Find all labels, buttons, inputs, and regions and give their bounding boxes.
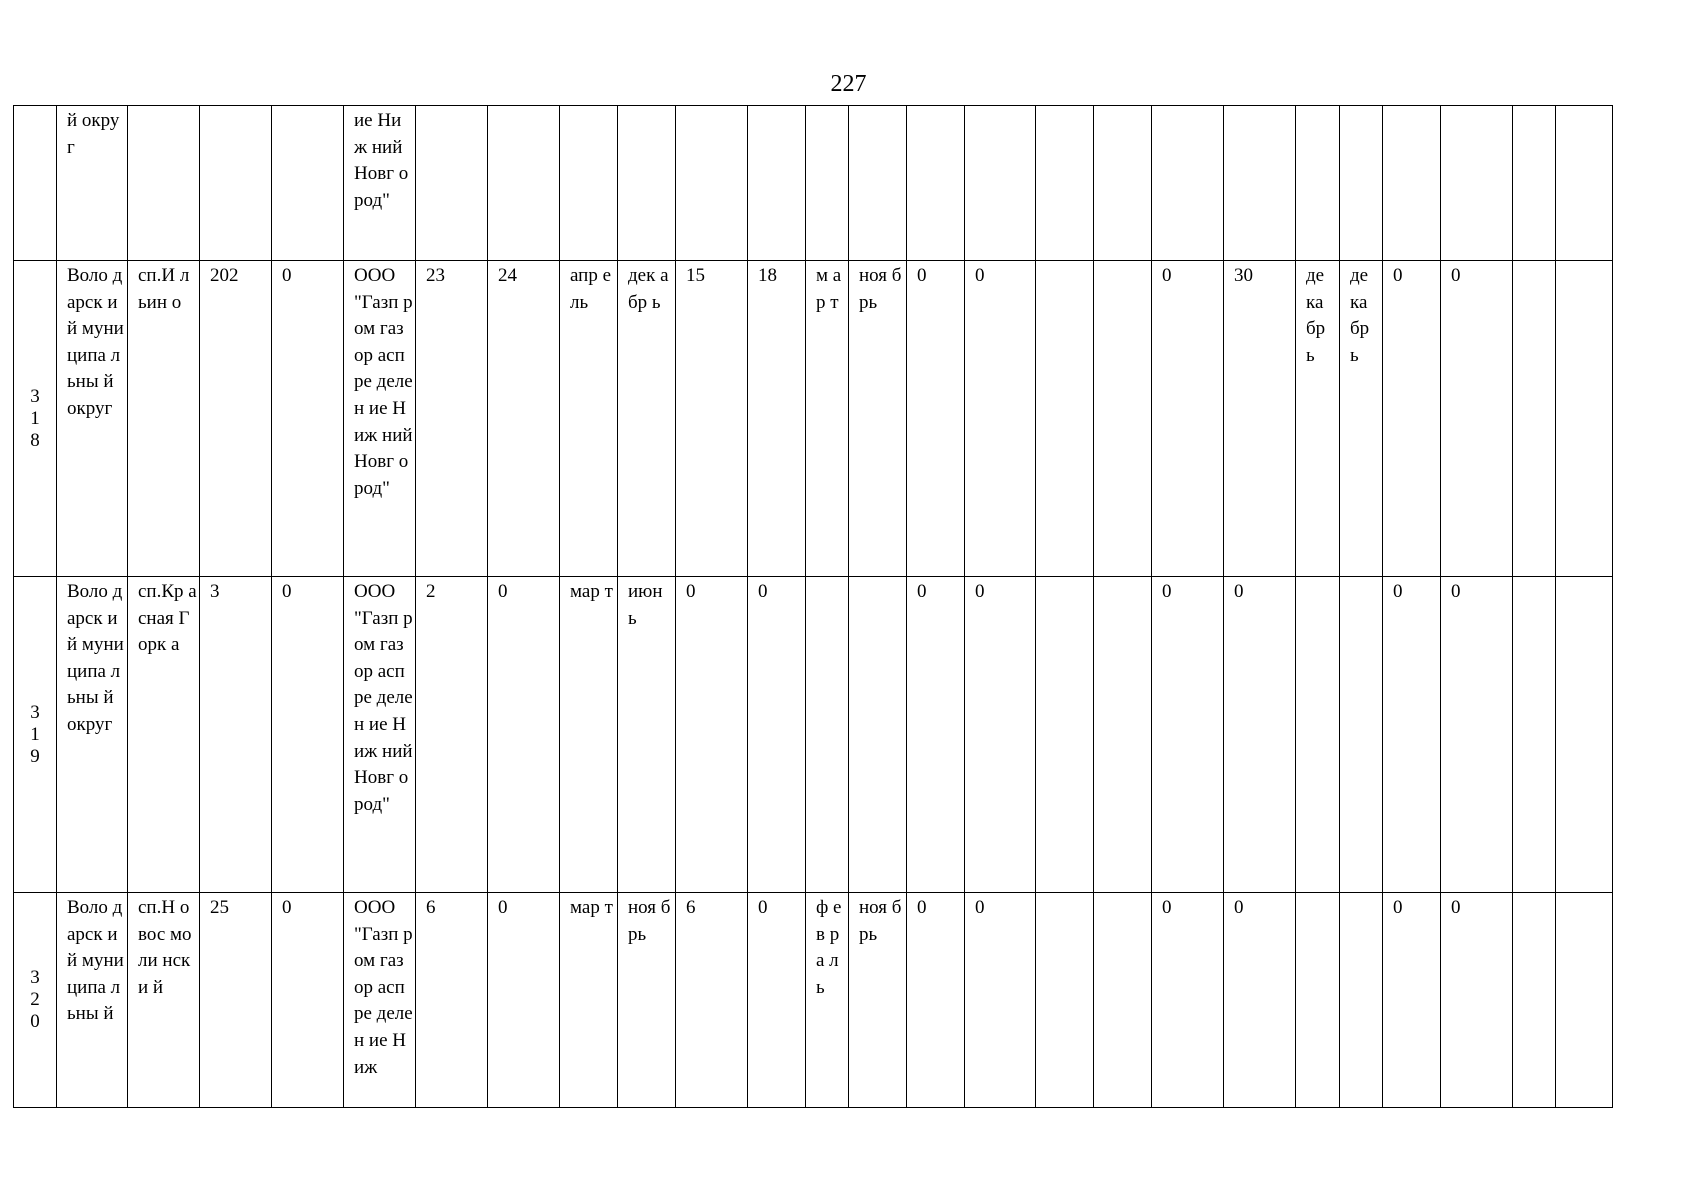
table-cell-c24 xyxy=(1513,577,1556,893)
row-number-cell: 3 1 8 xyxy=(14,261,57,577)
table-cell-c23: 0 xyxy=(1441,893,1513,1108)
table-cell-c12: м ар т xyxy=(806,261,849,577)
table-cell-c24 xyxy=(1513,893,1556,1108)
table-cell-org: ие Ниж ний Новг ород" xyxy=(344,106,416,261)
table-cell-settlement xyxy=(128,106,200,261)
table-cell-c16 xyxy=(1036,893,1094,1108)
table-row xyxy=(14,261,1613,577)
table-cell-c13 xyxy=(849,577,907,893)
table-cell-c23: 0 xyxy=(1441,261,1513,577)
table-cell-c22: 0 xyxy=(1383,893,1441,1108)
table-row xyxy=(14,106,1613,261)
table-cell-c6: 6 xyxy=(416,893,488,1108)
table-cell-c4: 0 xyxy=(272,577,344,893)
table-cell-c11: 0 xyxy=(748,577,806,893)
data-table xyxy=(13,105,1613,1108)
table-cell-c15: 0 xyxy=(965,577,1036,893)
table-cell-c14: 0 xyxy=(907,261,965,577)
table-cell-c6: 2 xyxy=(416,577,488,893)
table-cell-c21 xyxy=(1340,893,1383,1108)
table-cell-c21: де ка бр ь xyxy=(1340,261,1383,577)
table-cell-c18: 0 xyxy=(1152,893,1224,1108)
table-cell-c4: 0 xyxy=(272,261,344,577)
table-cell-c18: 0 xyxy=(1152,261,1224,577)
table-cell-c19: 0 xyxy=(1224,893,1296,1108)
table-cell-org: ООО "Газп ром газор аспре делен ие Ниж ний Новг ород" xyxy=(344,577,416,893)
table-cell-c11: 0 xyxy=(748,893,806,1108)
table-cell-c14 xyxy=(907,106,965,261)
table-cell-c24 xyxy=(1513,106,1556,261)
table-cell-c19 xyxy=(1224,106,1296,261)
table-cell-district: Воло дарск ий муни ципа льны й округ xyxy=(57,577,128,893)
table-cell-c8: мар т xyxy=(560,893,618,1108)
table-cell-c3: 202 xyxy=(200,261,272,577)
table-cell-c11: 18 xyxy=(748,261,806,577)
table-cell-c6 xyxy=(416,106,488,261)
table-cell-c21 xyxy=(1340,106,1383,261)
table-cell-c9: ноя брь xyxy=(618,893,676,1108)
table-cell-c18 xyxy=(1152,106,1224,261)
table-cell-c25 xyxy=(1556,893,1613,1108)
table-cell-district: й округ xyxy=(57,106,128,261)
table-cell-c10 xyxy=(676,106,748,261)
table-cell-c16 xyxy=(1036,261,1094,577)
table-cell-c11 xyxy=(748,106,806,261)
table-cell-c22: 0 xyxy=(1383,261,1441,577)
table-cell-c12: ф ев ра ль xyxy=(806,893,849,1108)
table-cell-c25 xyxy=(1556,261,1613,577)
table-cell-c7: 0 xyxy=(488,577,560,893)
table-cell-c6: 23 xyxy=(416,261,488,577)
table-cell-c9: июн ь xyxy=(618,577,676,893)
table-cell-c23 xyxy=(1441,106,1513,261)
row-number-cell xyxy=(14,106,57,261)
table-cell-c20 xyxy=(1296,893,1340,1108)
table-cell-c15: 0 xyxy=(965,893,1036,1108)
table-cell-c4: 0 xyxy=(272,893,344,1108)
table-cell-c22 xyxy=(1383,106,1441,261)
table-cell-c3: 3 xyxy=(200,577,272,893)
table-cell-c18: 0 xyxy=(1152,577,1224,893)
table-cell-c7: 0 xyxy=(488,893,560,1108)
table-cell-c10: 0 xyxy=(676,577,748,893)
table-cell-c12 xyxy=(806,577,849,893)
table-cell-c8 xyxy=(560,106,618,261)
table-row xyxy=(14,893,1613,1108)
table-cell-c20 xyxy=(1296,106,1340,261)
table-cell-c13: ноя брь xyxy=(849,893,907,1108)
table-cell-c12 xyxy=(806,106,849,261)
table-cell-c17 xyxy=(1094,893,1152,1108)
table-cell-c7: 24 xyxy=(488,261,560,577)
table-row xyxy=(14,577,1613,893)
table-cell-c8: апр ель xyxy=(560,261,618,577)
table-cell-c15: 0 xyxy=(965,261,1036,577)
row-number-cell: 3 2 0 xyxy=(14,893,57,1108)
row-number-cell: 3 1 9 xyxy=(14,577,57,893)
table-cell-c10: 15 xyxy=(676,261,748,577)
table-cell-c20: де ка бр ь xyxy=(1296,261,1340,577)
table-cell-c16 xyxy=(1036,106,1094,261)
table-cell-district: Воло дарск ий муни ципа льны й xyxy=(57,893,128,1108)
table-cell-c22: 0 xyxy=(1383,577,1441,893)
table-cell-org: ООО "Газп ром газор аспре делен ие Ниж xyxy=(344,893,416,1108)
table-cell-c3: 25 xyxy=(200,893,272,1108)
table-cell-settlement: сп.И льин о xyxy=(128,261,200,577)
table-cell-c9: дек абр ь xyxy=(618,261,676,577)
table-cell-c10: 6 xyxy=(676,893,748,1108)
table-cell-c14: 0 xyxy=(907,893,965,1108)
table-cell-org: ООО "Газп ром газор аспре делен ие Ниж ний Новг ород" xyxy=(344,261,416,577)
table-cell-c4 xyxy=(272,106,344,261)
table-cell-c19: 0 xyxy=(1224,577,1296,893)
table-cell-c16 xyxy=(1036,577,1094,893)
table-cell-c8: мар т xyxy=(560,577,618,893)
table-cell-settlement: сп.Кр асная Горк а xyxy=(128,577,200,893)
page-number: 227 xyxy=(830,71,867,97)
table-cell-c13 xyxy=(849,106,907,261)
table-cell-c25 xyxy=(1556,106,1613,261)
table-cell-c21 xyxy=(1340,577,1383,893)
table-cell-c15 xyxy=(965,106,1036,261)
table-cell-district: Воло дарск ий муни ципа льны й округ xyxy=(57,261,128,577)
table-cell-c19: 30 xyxy=(1224,261,1296,577)
table-cell-c9 xyxy=(618,106,676,261)
table-cell-c17 xyxy=(1094,577,1152,893)
table-cell-c14: 0 xyxy=(907,577,965,893)
table-cell-c24 xyxy=(1513,261,1556,577)
table-cell-c23: 0 xyxy=(1441,577,1513,893)
table-cell-c7 xyxy=(488,106,560,261)
table-cell-c17 xyxy=(1094,106,1152,261)
table-cell-c25 xyxy=(1556,577,1613,893)
table-cell-c13: ноя брь xyxy=(849,261,907,577)
table-cell-c3 xyxy=(200,106,272,261)
table-cell-c20 xyxy=(1296,577,1340,893)
table-cell-settlement: сп.Н овос моли нски й xyxy=(128,893,200,1108)
table-cell-c17 xyxy=(1094,261,1152,577)
